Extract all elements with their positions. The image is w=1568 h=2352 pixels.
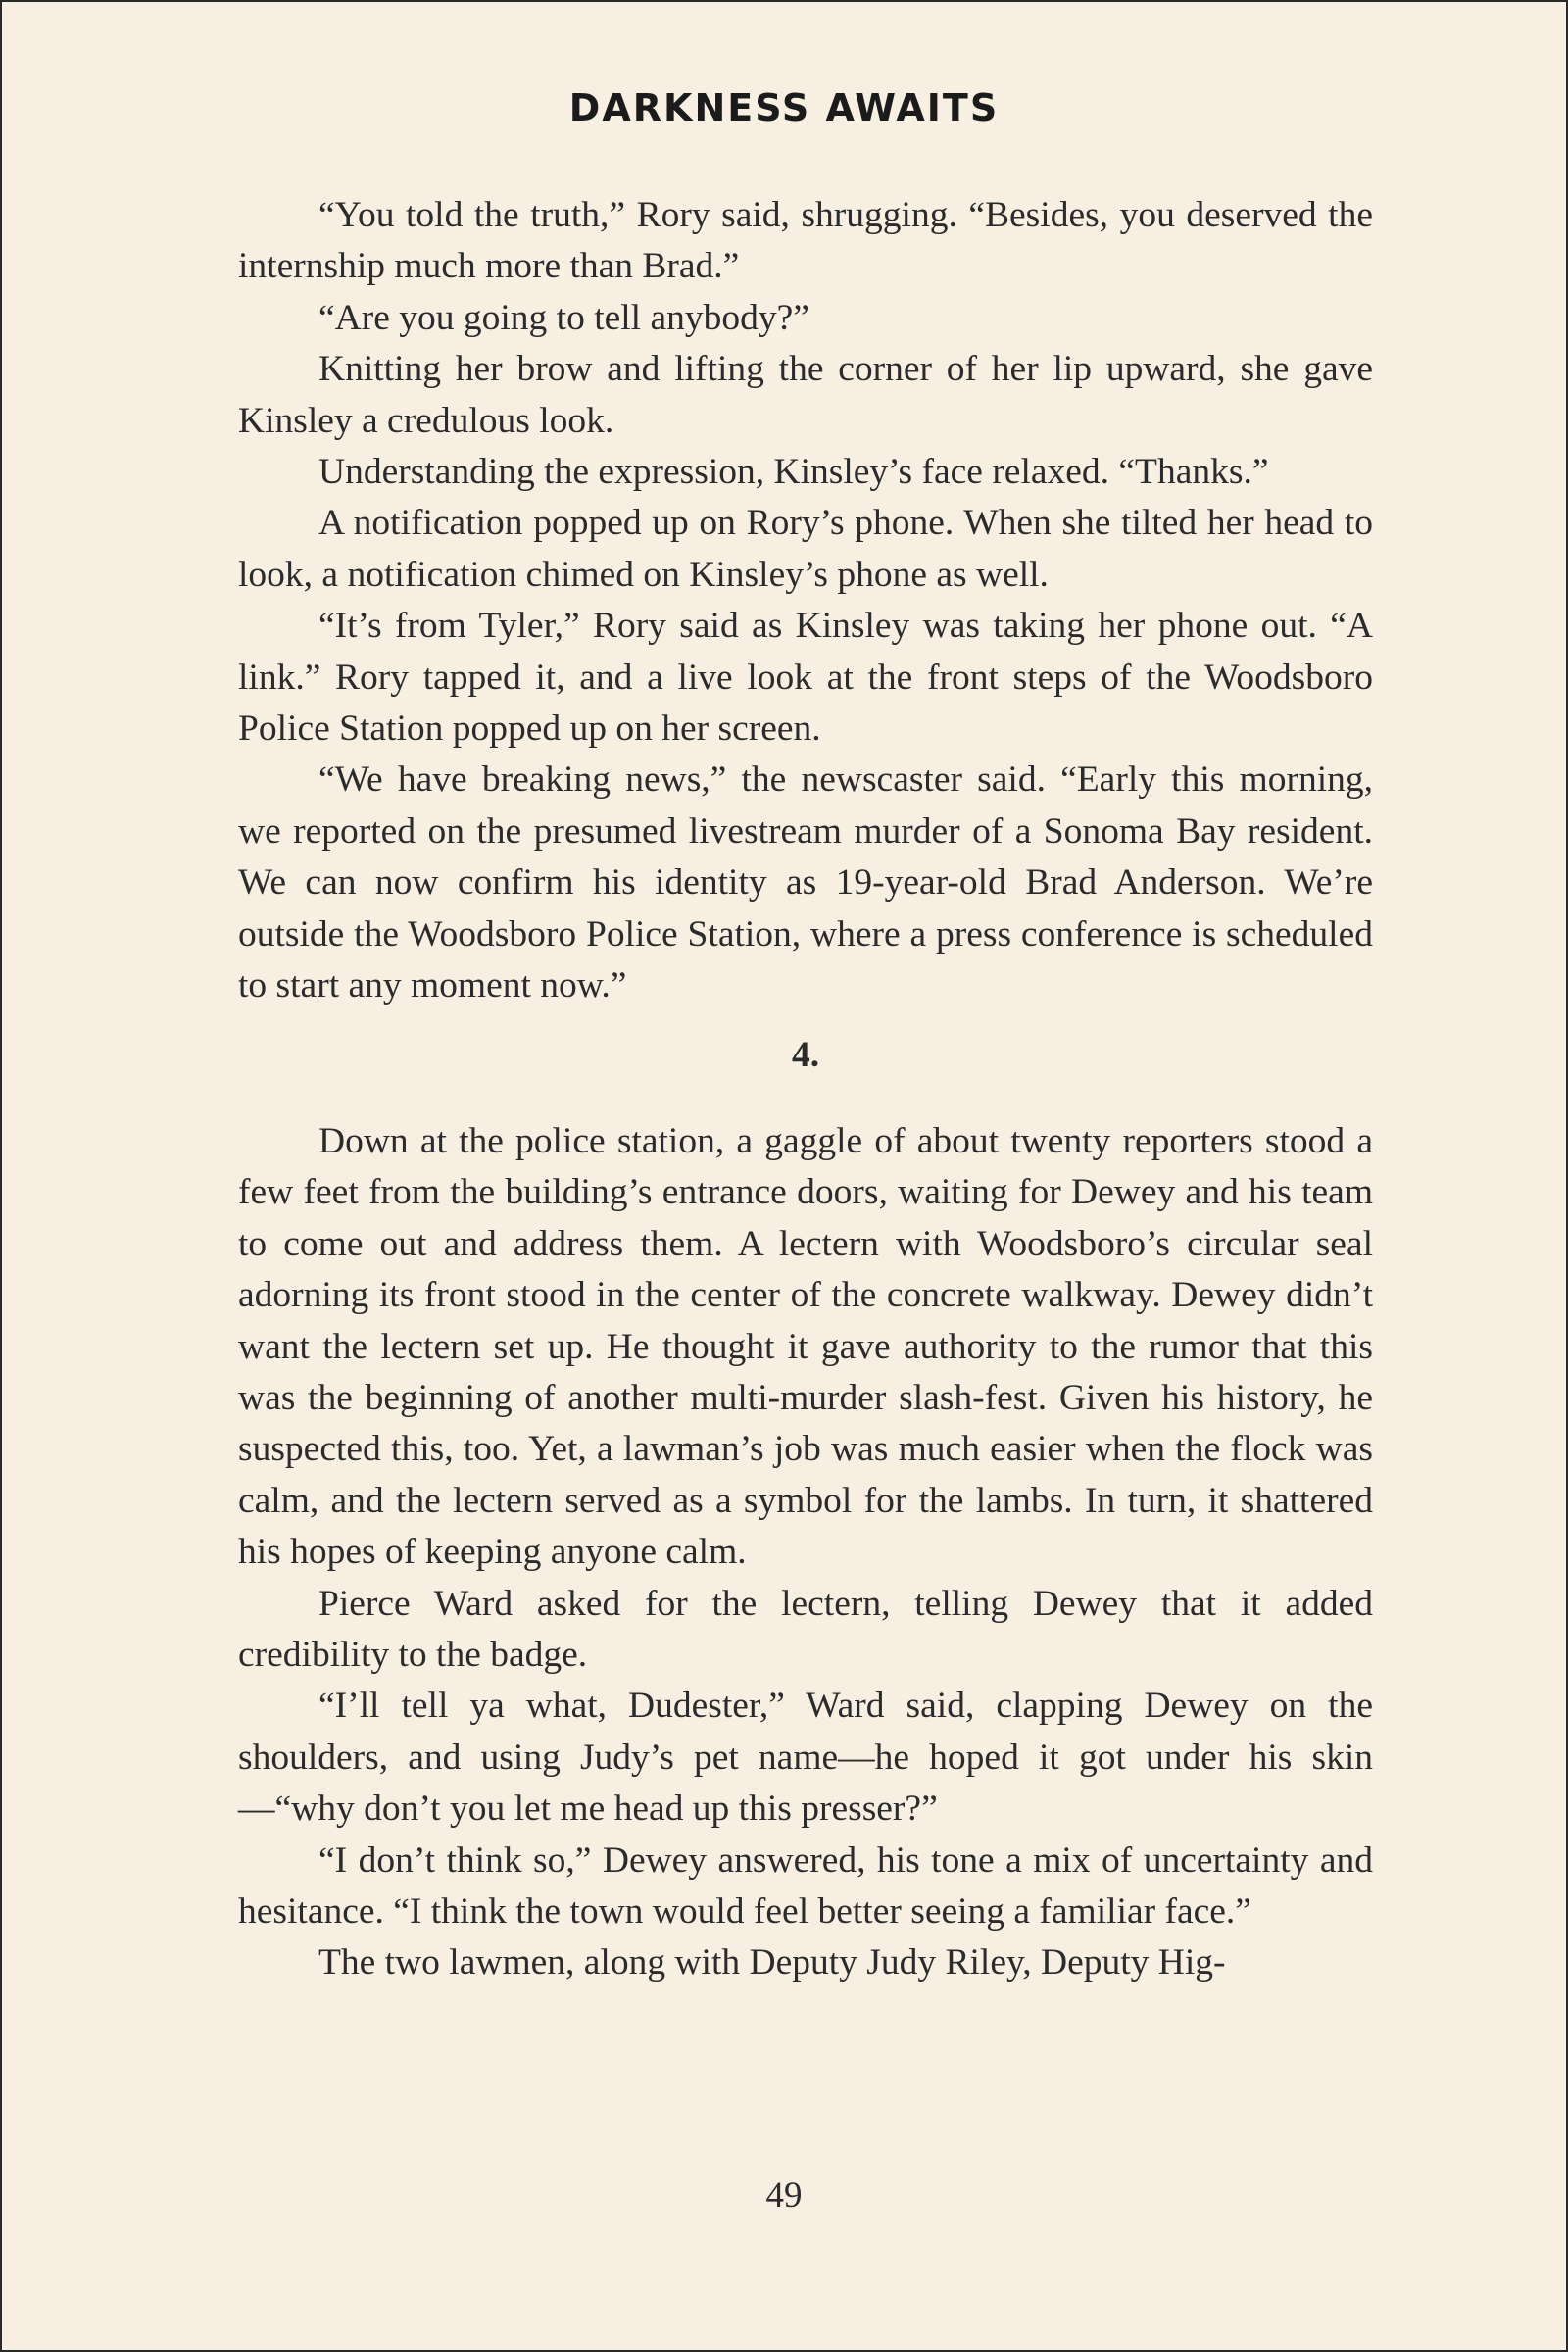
paragraph: The two lawmen, along with Deputy Judy Riley, Deputy Hig-	[318, 1942, 1226, 1984]
paragraph: “I’ll tell ya what, Dudester,” Ward said, clapping Dewey on the shoulders, and using Judy’s pet name—he hoped it got under his skin—“why don’t you let me head up this presser?”	[238, 1686, 1373, 1830]
paragraph: “We have breaking news,” the newscaster said. “Early this morning, we reported on the presumed livestream murder of a Sonoma Bay resident. We can now confirm his identity as 19-year-old Brad Anderson. We’re outside the Woodsboro Police Station, where a press conference is scheduled to start any moment now.”	[238, 760, 1373, 1006]
page-number: 49	[765, 2176, 803, 2216]
body-text	[238, 190, 1373, 1989]
paragraph: Pierce Ward asked for the lectern, telling Dewey that it added credibility to the badge.	[238, 1583, 1373, 1675]
running-header: DARKNESS AWAITS	[568, 86, 1000, 129]
paragraph: Understanding the expression, Kinsley’s face relaxed. “Thanks.”	[318, 452, 1269, 493]
paragraph: Knitting her brow and lifting the corner of her lip upward, she gave Kinsley a credulous look.	[238, 349, 1373, 441]
paragraph: A notification popped up on Rory’s phone. When she tilted her head to look, a notification chimed on Kinsley’s phone as well.	[238, 503, 1373, 595]
paragraph: “I don’t think so,” Dewey answered, his tone a mix of uncertainty and hesitance. “I think the town would feel better seeing a familiar face.”	[238, 1839, 1373, 1932]
paragraph: “Are you going to tell anybody?”	[318, 297, 809, 338]
paragraph: Down at the police station, a gaggle of about twenty reporters stood a few feet from the building’s entrance doors, waiting for Dewey and his team to come out and address them. A lectern with Woodsboro’s circular seal adorning its front stood in the center of the concrete walkway. Dewey didn’t want the lectern set up. He thought it gave authority to the rumor that this was the beginning of another multi-murder slash-fest. Given his history, he suspected this, too. Yet, a lawman’s job was much easier when the flock was calm, and the lectern served as a symbol for the lambs. In turn, it shattered his hopes of keeping anyone calm.	[238, 1120, 1373, 1573]
paragraph: “It’s from Tyler,” Rory said as Kinsley was taking her phone out. “A link.” Rory tapped it, and a live look at the front steps of the Woodsboro Police Station popped up on her screen.	[238, 606, 1373, 750]
section-number: 4.	[791, 1034, 820, 1075]
paragraph: “You told the truth,” Rory said, shrugging. “Besides, you deserved the internship much more than Brad.”	[238, 195, 1373, 287]
